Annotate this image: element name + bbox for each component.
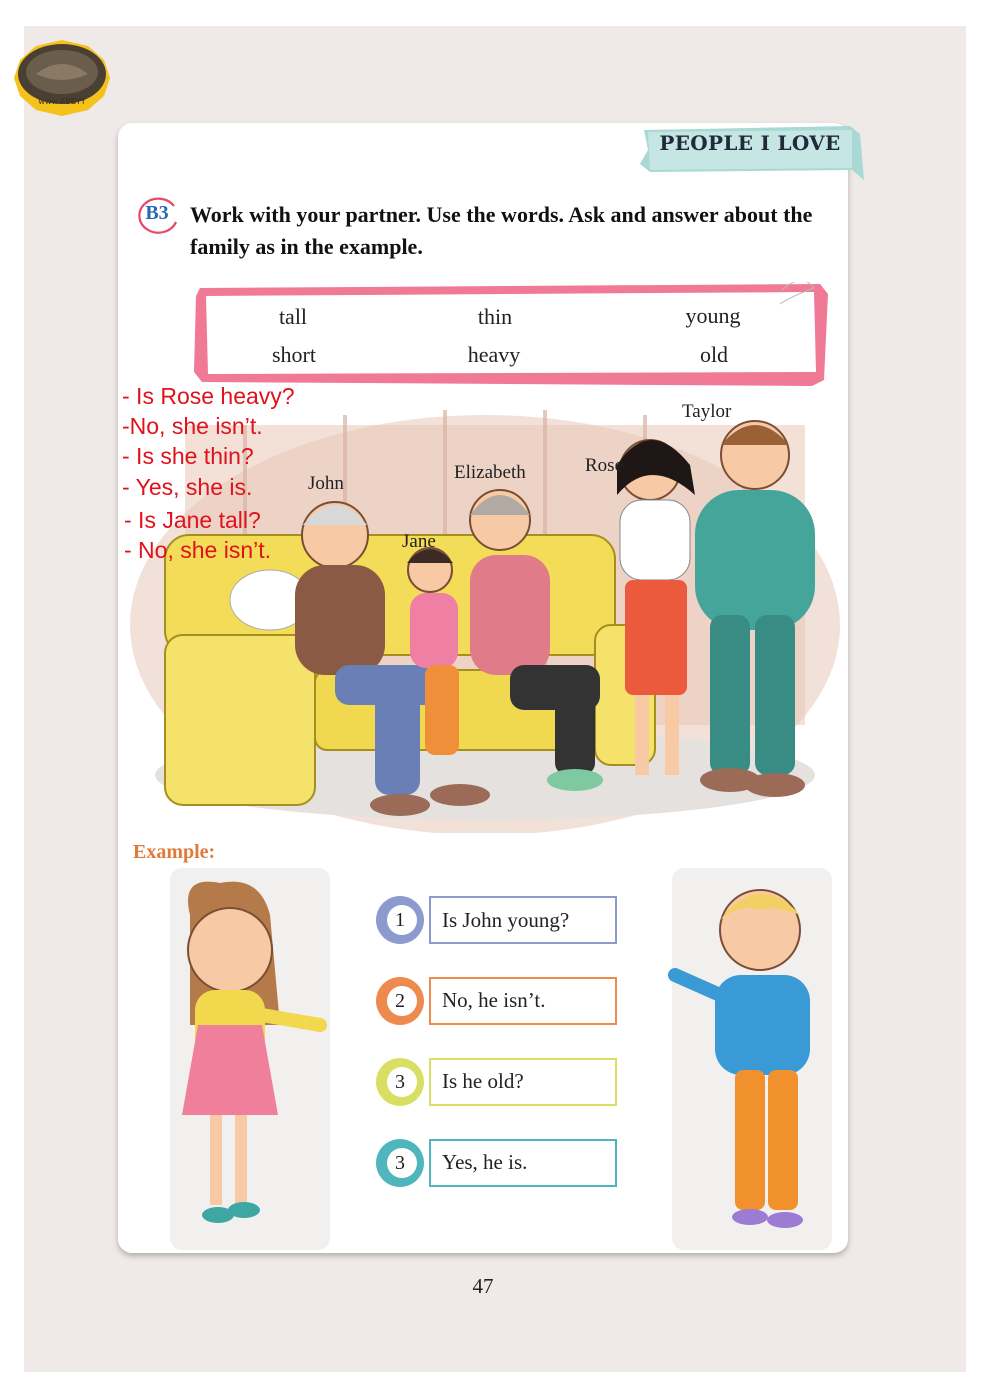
dialog-number: 3 xyxy=(395,1152,405,1174)
dialog-number: 1 xyxy=(395,909,405,931)
dialog-line: - Is Jane tall? xyxy=(124,507,261,533)
svg-text:www.ABBYY: www.ABBYY xyxy=(38,97,86,106)
dialog-line: - Yes, she is. xyxy=(122,474,253,500)
exercise-badge-label: B3 xyxy=(145,202,169,224)
exercise-instruction: Work with your partner. Use the words. Ask and answer about the family as in the example. xyxy=(190,202,813,259)
name-label-taylor: Taylor xyxy=(682,401,732,422)
page-number: 47 xyxy=(472,1274,494,1298)
word-young: young xyxy=(685,303,741,328)
dialog-text: Is he old? xyxy=(442,1069,524,1093)
example-label: Example: xyxy=(133,841,216,863)
name-label-rose: Rose xyxy=(585,455,623,476)
word-old: old xyxy=(699,342,729,367)
dialog-line: - Is she thin? xyxy=(122,443,254,469)
word-short: short xyxy=(272,342,316,367)
section-title: PEOPLE I LOVE xyxy=(659,131,841,155)
dialog-number: 2 xyxy=(395,990,405,1012)
word-thin: thin xyxy=(477,304,513,329)
word-heavy: heavy xyxy=(467,342,521,367)
dialog-text: No, he isn’t. xyxy=(442,988,546,1012)
name-label-elizabeth: Elizabeth xyxy=(454,462,526,483)
word-tall: tall xyxy=(278,304,308,329)
name-label-john: John xyxy=(308,473,344,494)
dialog-line: -No, she isn’t. xyxy=(122,413,263,439)
dialog-line: - Is Rose heavy? xyxy=(122,383,295,409)
dialog-line: - No, she isn’t. xyxy=(124,537,271,563)
word-box xyxy=(192,282,832,388)
boy-illustration xyxy=(665,875,845,1235)
dialog-text: Yes, he is. xyxy=(442,1150,528,1174)
dialog-number: 3 xyxy=(395,1071,405,1093)
girl-illustration xyxy=(140,875,340,1235)
abbyy-seal-logo xyxy=(6,34,118,120)
name-label-jane: Jane xyxy=(402,531,436,552)
dialog-text: Is John young? xyxy=(442,908,570,932)
